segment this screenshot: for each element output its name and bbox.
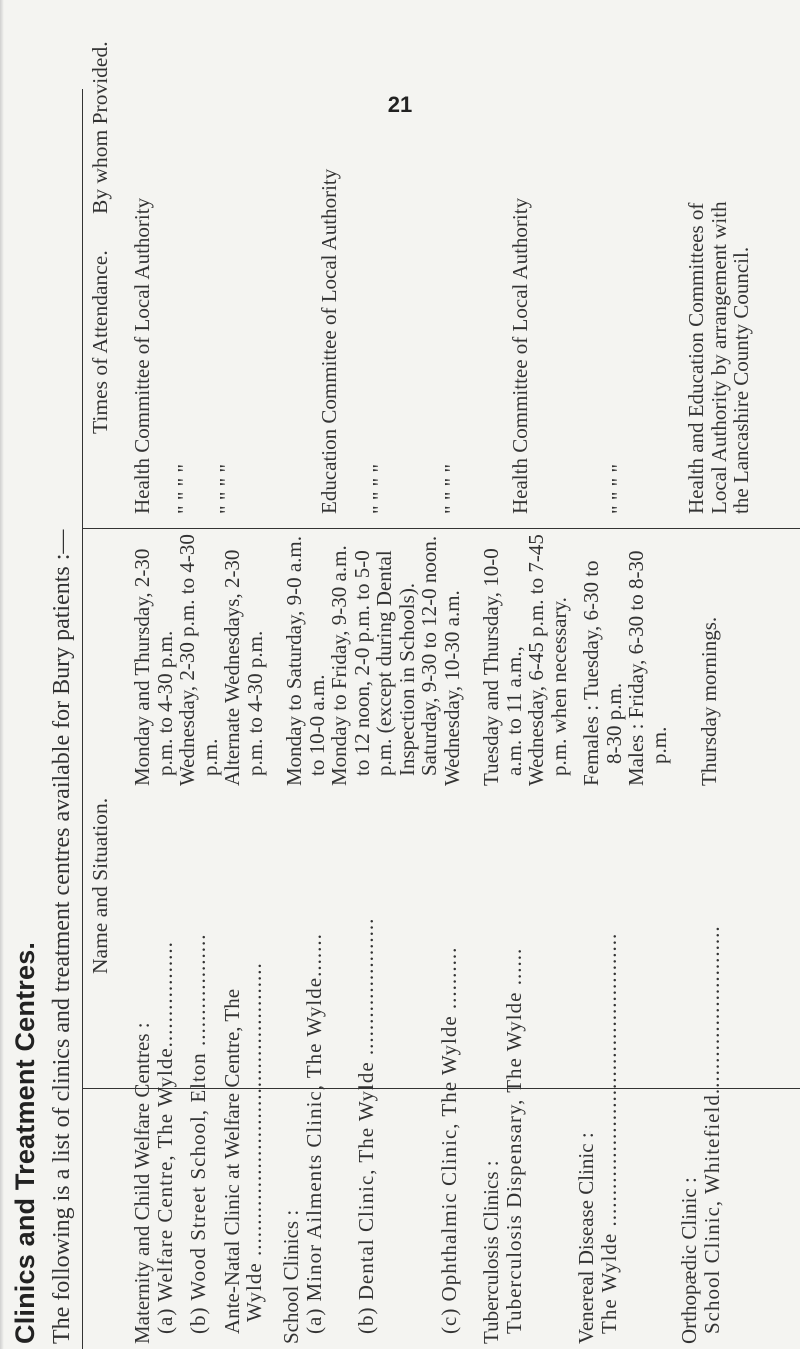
ante-natal-entry-cont: Wylde ............................................... [242,962,266,1322]
school-time-line: Saturday, 9-30 to 12-0 noon. [417,535,441,776]
tuberculosis-time-line: Tuesday and Thursday, 10-0 [479,548,503,786]
ditto-line: " " " " [367,463,392,514]
tuberculosis-time-line: p.m. when necessary. [546,597,571,776]
provider-line: Health Committee of Local Authority [508,197,532,514]
orthopaedic-group-title: Orthopædic Clinic : [677,1177,701,1344]
venereal-time-line: 8-30 p.m. [601,682,626,764]
tuberculosis-group-title: Tuberculosis Clinics : [479,1160,503,1344]
maternity-name-cell [131,933,266,1344]
column-header-name: Name and Situation. [88,797,112,974]
provider-line: Health Committee of Local Authority [130,197,154,514]
school-clinic-whitefield-entry: School Clinic, Whitefield........................... [699,925,724,1334]
dental-clinic-entry: (b) Dental Clinic, The Wylde ...................... [354,917,378,1334]
maternity-time-line: Alternate Wednesdays, 2-30 [220,549,244,786]
tuberculosis-times-cell [480,534,570,786]
school-time-line: Wednesday, 10-30 a.m. [439,590,464,786]
orthopaedic-provider-cell [685,201,753,514]
provider-line: the Lancashire County Council. [729,246,753,514]
school-times-cell [283,536,463,786]
orthopaedic-name-cell [678,925,723,1344]
maternity-time-line: Wednesday, 2-30 p.m. to 4-30 [175,534,199,786]
ophthalmic-clinic-entry: (c) Ophthalmic Clinic, The Wylde .......... [436,946,461,1334]
provider-line: Education Committee of Local Authority [317,168,341,514]
school-time-line: Monday to Saturday, 9-0 a.m. [282,535,306,786]
venereal-time-line: Females : Tuesday, 6-30 to [579,560,603,786]
ditto-line: " " " " [607,463,631,514]
ditto-line: " " " " [172,463,197,514]
maternity-time-line: p.m. to 4-30 p.m. [152,630,177,776]
tuberculosis-dispensary-entry: Tuberculosis Dispensary, The Wylde ...... [501,947,526,1334]
ditto-line: " " " " [215,463,239,514]
orthopaedic-time-line: Thursday mornings. [697,616,721,786]
maternity-group-title: Maternity and Child Welfare Centres : [130,1022,154,1344]
page-number: 21 [387,92,413,117]
tuberculosis-time-line: Wednesday, 6-45 p.m. to 7-45 [524,534,548,786]
minor-ailments-entry: (a) Minor Ailments Clinic, The Wylde....... [301,933,326,1334]
welfare-centre-entry: (a) Welfare Centre, The Wylde................. [152,941,177,1334]
tuberculosis-name-cell [480,948,525,1344]
venereal-name-cell [575,933,620,1344]
school-time-line: to 10-0 a.m. [304,674,329,776]
page-heading: Clinics and Treatment Centres. [10,941,40,1344]
school-time-line: Monday to Friday, 9-30 a.m. [327,545,351,786]
maternity-time-line: Monday and Thursday, 2-30 [130,548,154,786]
tuberculosis-time-line: a.m. to 11 a.m., [501,646,526,776]
column-divider-2 [82,528,800,529]
venereal-time-line: Males : Friday, 6-30 to 8-30 [624,550,648,786]
provider-line: Health and Education Committees of [684,202,708,514]
maternity-provider-cell [131,198,239,514]
venereal-time-line: p.m. [646,726,671,764]
maternity-time-line: p.m. to 4-30 p.m. [242,630,267,776]
school-provider-cell [318,169,464,514]
orthopaedic-times-cell [698,617,721,786]
tuberculosis-provider-cell [509,198,532,514]
school-time-line: Inspection in Schools). [394,582,419,776]
wood-street-entry: (b) Wood Street School, Elton .................. [186,933,210,1334]
maternity-time-line: p.m. [197,738,222,776]
ditto-line: " " " " [440,463,464,514]
column-header-provider: By whom Provided. [88,41,112,214]
venereal-clinic-entry: The Wylde ............................................... [596,932,621,1334]
provider-line: Local Authority by arrangement with [706,201,731,514]
intro-text: The following is a list of clinics and treatment centres available for Bury patients :— [49,529,75,1344]
venereal-provider-cell [608,464,631,514]
school-name-cell [280,918,460,1344]
school-group-title: School Clinics : [279,1209,303,1344]
venereal-times-cell [580,551,670,786]
venereal-group-title: Venereal Disease Clinic : [574,1132,598,1344]
column-header-times: Times of Attendance. [88,250,112,434]
maternity-times-cell [131,534,266,786]
ante-natal-entry: Ante-Natal Clinic at Welfare Centre, The [219,988,244,1334]
school-time-line: to 12 noon, 2-0 p.m. to 5-0 [349,550,374,776]
school-time-line: p.m. (except during Dental [372,550,396,776]
